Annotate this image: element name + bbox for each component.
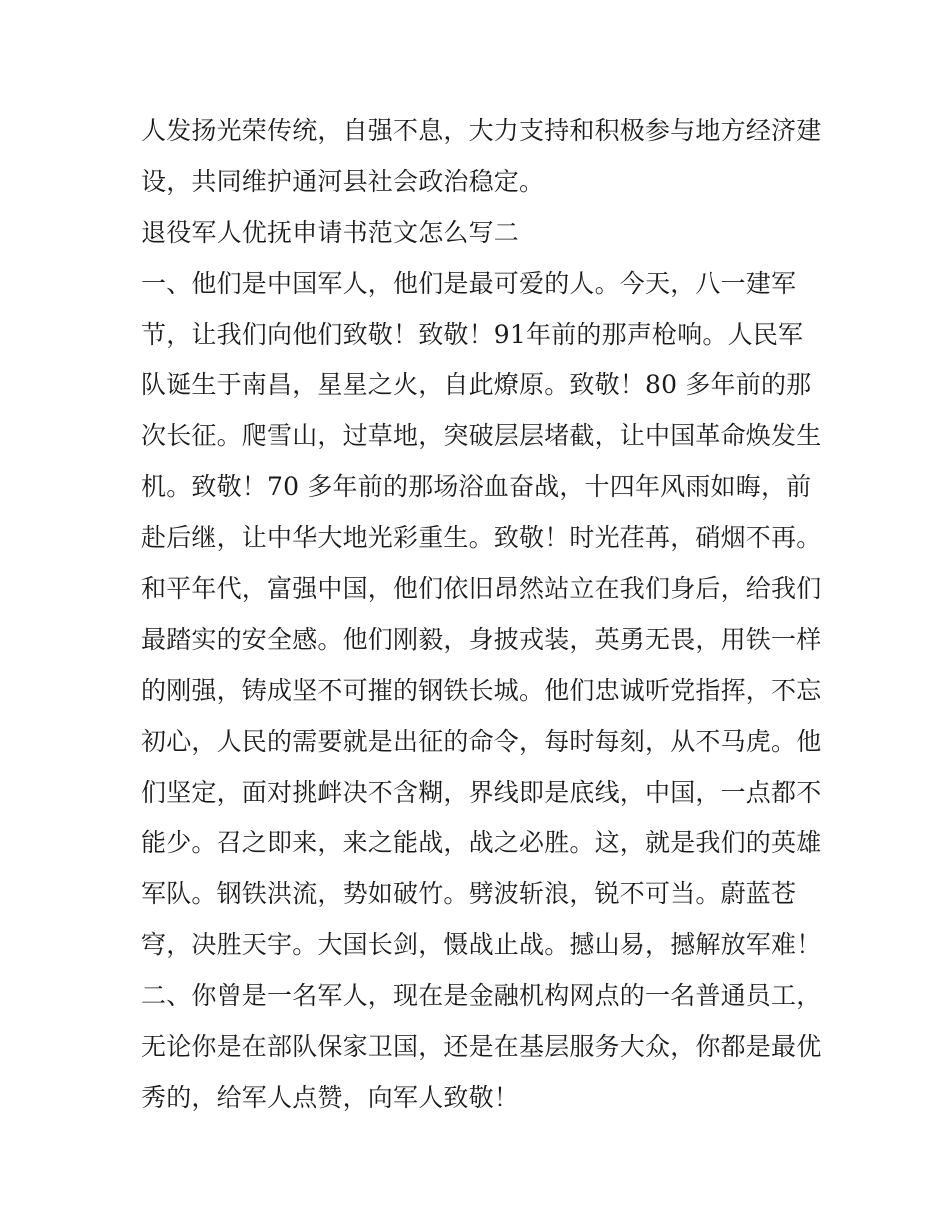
text-line: 能少。召之即来，来之能战，战之必胜。这，就是我们的英雄 (141, 828, 822, 858)
text-line: 初心，人民的需要就是出征的命令，每时每刻，从不马虎。他 (141, 726, 822, 756)
text-line: 二、你曾是一名军人，现在是金融机构网点的一名普通员工， (141, 981, 822, 1011)
text-line: 一、他们是中国军人，他们是最可爱的人。今天，八一建军 (141, 268, 797, 298)
text-line: 设，共同维护通河县社会政治稳定。 (141, 166, 545, 196)
text-line: 赴后继，让中华大地光彩重生。致敬！时光荏苒，硝烟不再。 (141, 523, 822, 553)
text-line: 最踏实的安全感。他们刚毅，身披戎装，英勇无畏，用铁一样 (141, 624, 822, 654)
text-line: 和平年代，富强中国，他们依旧昂然站立在我们身后，给我们 (141, 574, 822, 604)
text-line: 无论你是在部队保家卫国，还是在基层服务大众，你都是最优 (141, 1032, 822, 1062)
text-line: 军队。钢铁洪流，势如破竹。劈波斩浪，锐不可当。蔚蓝苍 (141, 879, 797, 909)
text-line: 机。致敬！70 多年前的那场浴血奋战，十四年风雨如晦，前 (141, 472, 812, 502)
text-line: 的刚强，铸成坚不可摧的钢铁长城。他们忠诚听党指挥，不忘 (141, 675, 822, 705)
text-line: 节，让我们向他们致敬！致敬！91年前的那声枪响。人民军 (141, 319, 804, 349)
text-line: 秀的，给军人点赞，向军人致敬！ (141, 1082, 520, 1112)
text-line: 队诞生于南昌，星星之火，自此燎原。致敬！80 多年前的那 (141, 370, 812, 400)
document-body (141, 106, 821, 1124)
text-line: 次长征。爬雪山，过草地，突破层层堵截，让中国革命焕发生 (141, 421, 822, 451)
text-line: 穹，决胜天宇。大国长剑，慑战止战。撼山易，撼解放军难！ (141, 930, 822, 960)
section-heading: 退役军人优抚申请书范文怎么写二 (141, 217, 520, 247)
text-line: 们坚定，面对挑衅决不含糊，界线即是底线，中国，一点都不 (141, 777, 822, 807)
text-line: 人发扬光荣传统，自强不息，大力支持和积极参与地方经济建 (141, 116, 822, 145)
